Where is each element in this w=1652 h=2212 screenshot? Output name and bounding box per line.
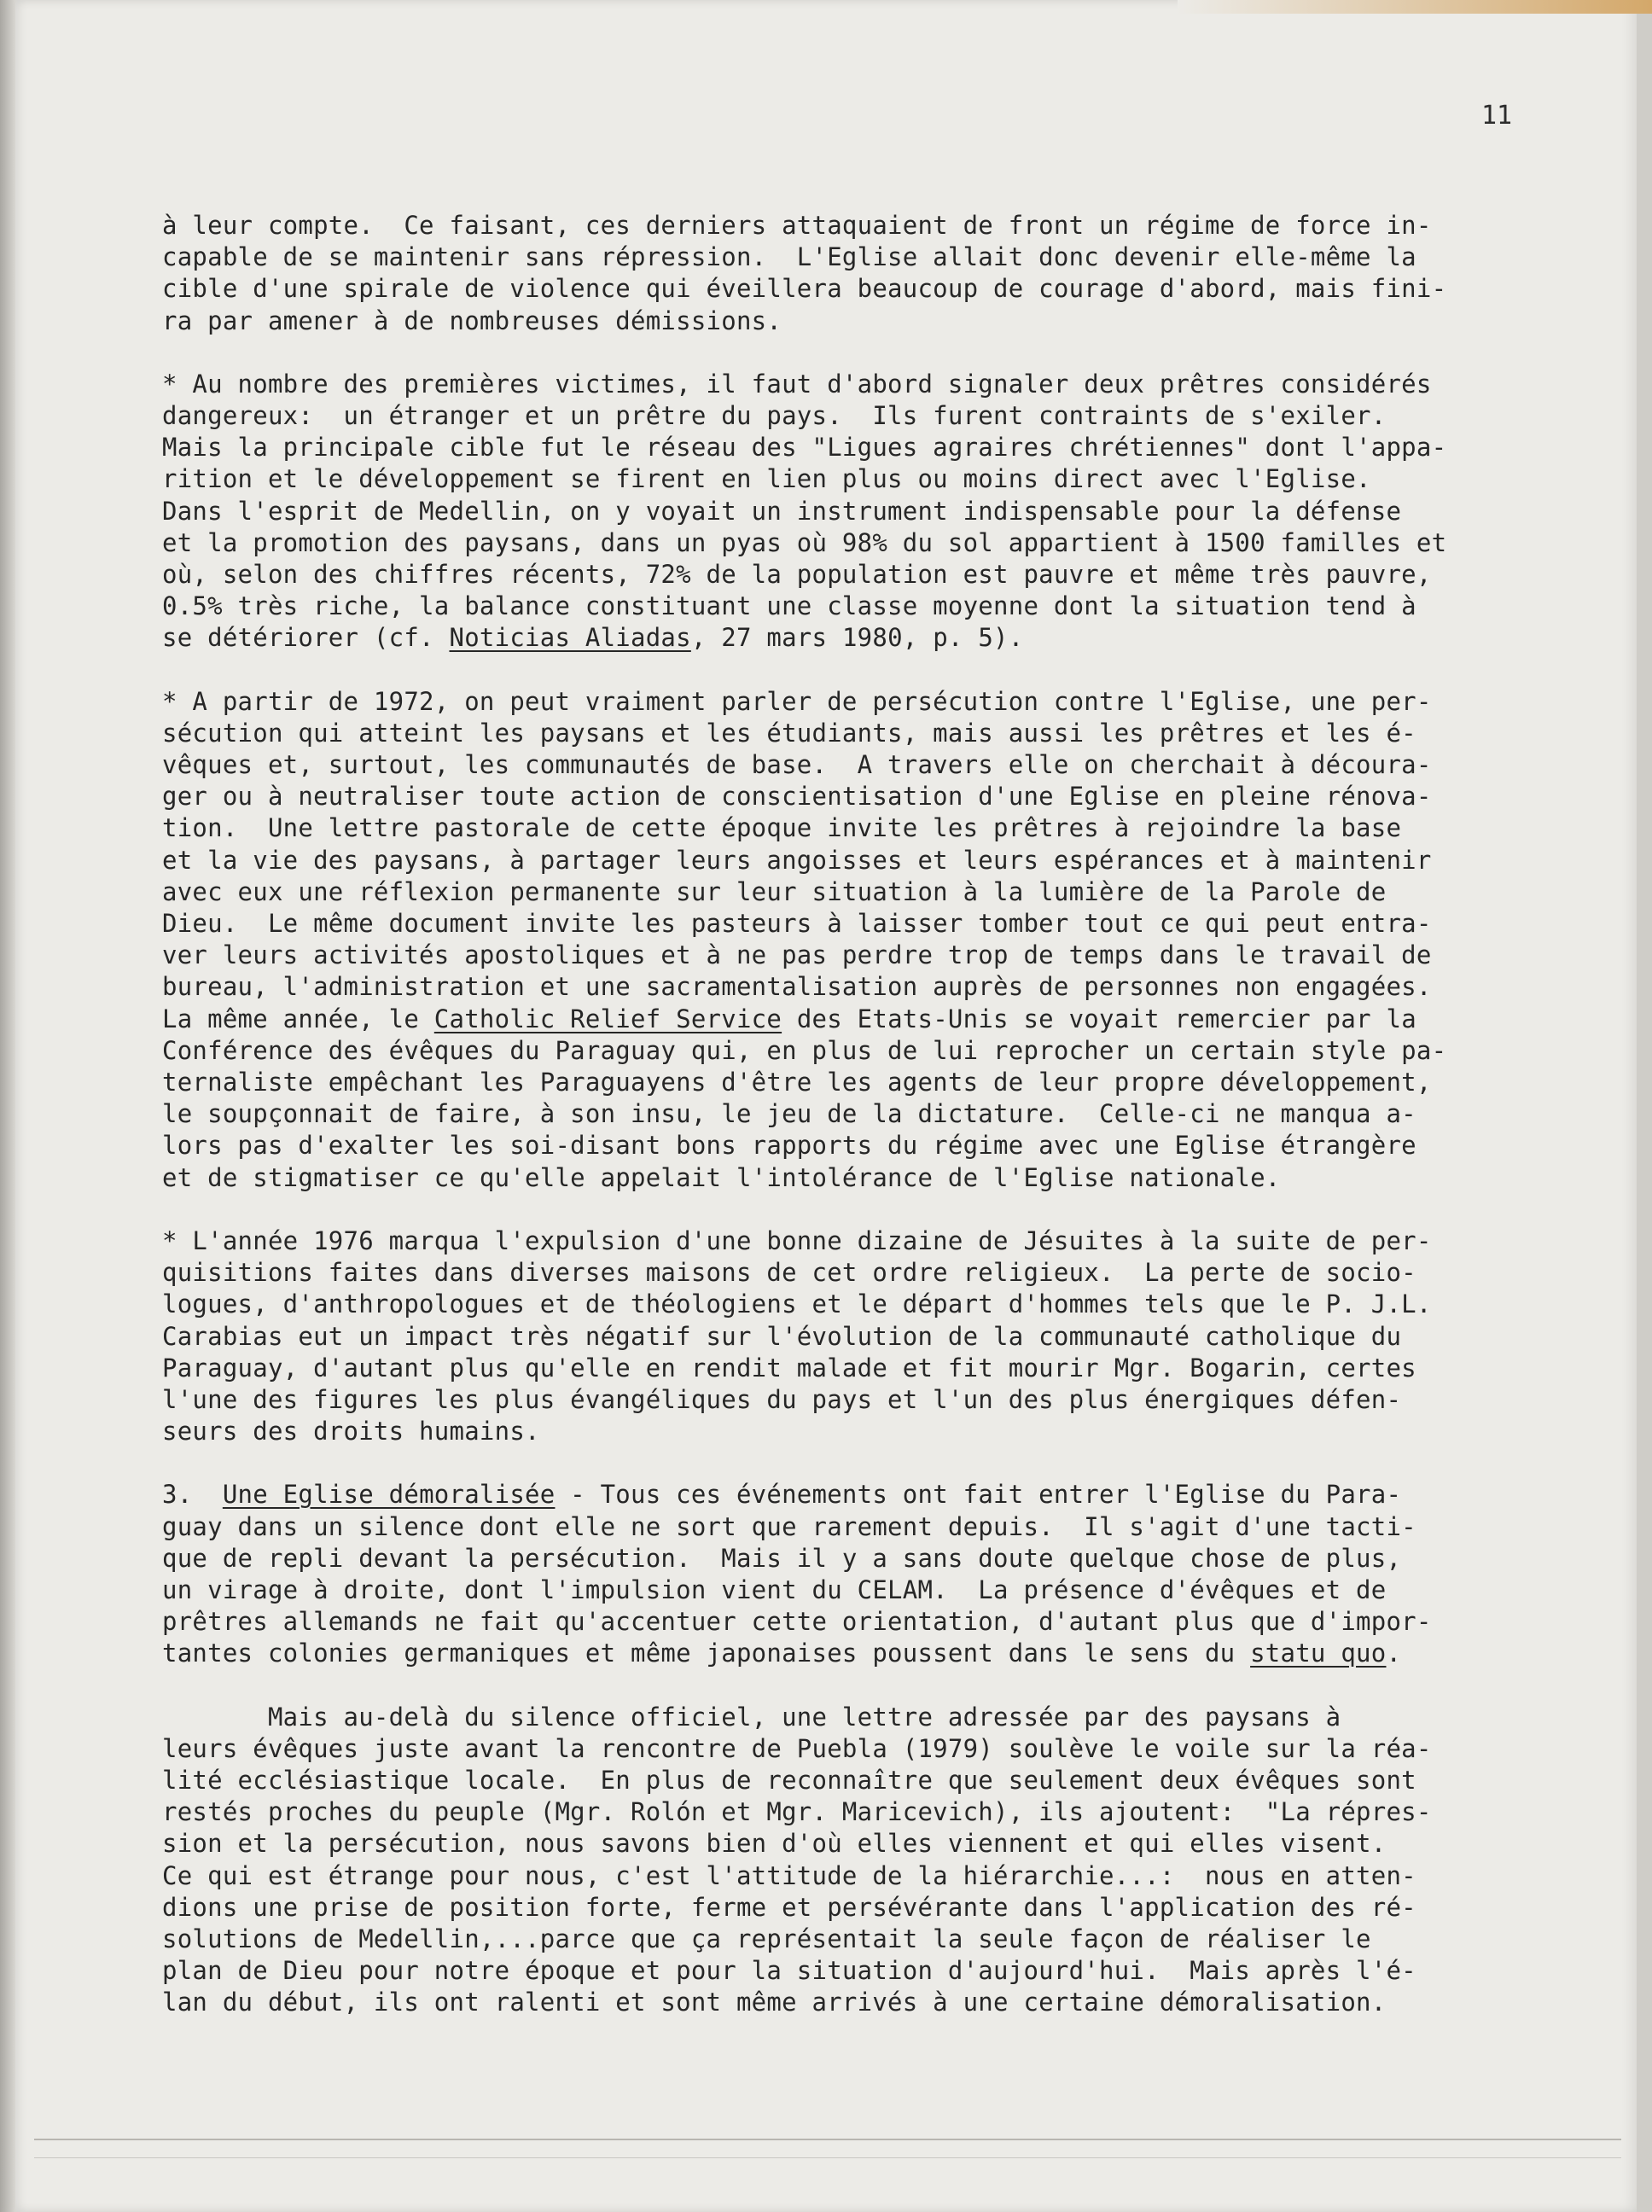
text-line — [162, 1004, 1493, 1035]
document-body — [162, 210, 1493, 2019]
organization-name: Catholic Relief Service — [433, 1004, 782, 1033]
text-line: ger ou à neutraliser toute action de conscientisation d'une Eglise en pleine rénova- — [162, 782, 1432, 812]
text-line: à leur compte. Ce faisant, ces derniers attaquaient de front un régime de force in- — [162, 211, 1432, 240]
text-line: où, selon des chiffres récents, 72% de la population est pauvre et même très pauvre, — [162, 560, 1432, 590]
text-line — [162, 1479, 1493, 1511]
paragraph-2 — [162, 369, 1493, 655]
text-line: lors pas d'exalter les soi-disant bons rapports du régime avec une Eglise étrangère — [162, 1131, 1416, 1161]
paragraph-5 — [162, 1479, 1493, 1669]
text-line: guay dans un silence dont elle ne sort que rarement depuis. Il s'agit d'une tacti- — [162, 1511, 1416, 1541]
text-line: lité ecclésiastique locale. En plus de reconnaître que seulement deux évêques sont — [162, 1765, 1416, 1795]
text-line: lan du début, ils ont ralenti et sont même arrivés à une certaine démoralisation. — [162, 1988, 1387, 2017]
text-line: leurs évêques juste avant la rencontre de Puebla (1979) soulève le voile sur la réa- — [162, 1733, 1432, 1763]
page-edge-line — [34, 2139, 1621, 2140]
text-line: Dans l'esprit de Medellin, on y voyait un instrument indispensable pour la défense — [162, 496, 1402, 526]
page-number: 11 — [1481, 101, 1513, 131]
text-segment: La même année, le — [162, 1004, 434, 1033]
text-segment: se détériorer (cf. — [162, 623, 450, 653]
text-line: Paraguay, d'autant plus qu'elle en rendit malade et fit mourir Mgr. Bogarin, certes — [162, 1353, 1416, 1382]
text-line: tion. Une lettre pastorale de cette époque invite les prêtres à rejoindre la base — [162, 813, 1402, 843]
text-line: quisitions faites dans diverses maisons de cet ordre religieux. La perte de socio- — [162, 1258, 1416, 1288]
text-line: capable de se maintenir sans répression. L'Eglise allait donc devenir elle-même la — [162, 242, 1416, 272]
paragraph-4 — [162, 1225, 1493, 1447]
text-line: Ce qui est étrange pour nous, c'est l'attitude de la hiérarchie...: nous en atten- — [162, 1860, 1416, 1890]
text-line: dangereux: un étranger et un prêtre du pays. Ils furent contraints de s'exiler. — [162, 401, 1387, 431]
latin-phrase: statu quo — [1250, 1639, 1387, 1668]
text-segment: tantes colonies germaniques et même japonaises poussent dans le sens du — [162, 1639, 1251, 1668]
text-line: Mais au-delà du silence officiel, une lettre adressée par des paysans à — [162, 1702, 1341, 1732]
text-segment: . — [1386, 1639, 1402, 1668]
text-line: dions une prise de position forte, ferme et persévérante dans l'application des ré- — [162, 1892, 1416, 1922]
text-segment: - Tous ces événements ont fait entrer l'Eglise du Para- — [555, 1480, 1402, 1510]
section-number: 3. — [162, 1480, 223, 1510]
page-left-shadow — [0, 0, 15, 2212]
text-segment: , 27 mars 1980, p. 5). — [690, 623, 1024, 653]
text-line: seurs des droits humains. — [162, 1417, 540, 1447]
text-line: * L'année 1976 marqua l'expulsion d'une bonne dizaine de Jésuites à la suite de per- — [162, 1225, 1432, 1255]
text-line: Conférence des évêques du Paraguay qui, en plus de lui reprocher un certain style pa- — [162, 1035, 1447, 1065]
text-line: * A partir de 1972, on peut vraiment parler de persécution contre l'Eglise, une per- — [162, 686, 1432, 716]
text-segment: des Etats-Unis se voyait remercier par la — [782, 1004, 1416, 1033]
text-line: et de stigmatiser ce qu'elle appelait l'intolérance de l'Eglise nationale. — [162, 1162, 1281, 1192]
text-line: sion et la persécution, nous savons bien d'où elles viennent et qui elles visent. — [162, 1829, 1387, 1859]
paragraph-1 — [162, 210, 1493, 337]
text-line: bureau, l'administration et une sacramentalisation auprès de personnes non engagées. — [162, 972, 1432, 1002]
text-line: ra par amener à de nombreuses démissions. — [162, 306, 782, 335]
text-line: logues, d'anthropologues et de théologiens et le départ d'hommes tels que le P. J.L. — [162, 1289, 1432, 1319]
text-line — [162, 622, 1493, 654]
text-line: vêques et, surtout, les communautés de base. A travers elle on cherchait à découra- — [162, 750, 1432, 780]
paragraph-6 — [162, 1702, 1493, 2019]
text-line: * Au nombre des premières victimes, il faut d'abord signaler deux prêtres considérés — [162, 369, 1432, 399]
text-line: cible d'une spirale de violence qui éveillera beaucoup de courage d'abord, mais fini- — [162, 274, 1447, 304]
text-line: Mais la principale cible fut le réseau des "Ligues agraires chrétiennes" dont l'appa- — [162, 433, 1447, 463]
text-line: plan de Dieu pour notre époque et pour la situation d'aujourd'hui. Mais après l'é- — [162, 1956, 1416, 1986]
text-line: 0.5% très riche, la balance constituant une classe moyenne dont la situation tend à — [162, 591, 1416, 621]
text-line: restés proches du peuple (Mgr. Rolón et Mgr. Maricevich), ils ajoutent: "La répres- — [162, 1797, 1432, 1827]
text-line — [162, 1638, 1493, 1669]
text-line: et la promotion des paysans, dans un pyas où 98% du sol appartient à 1500 familles et — [162, 527, 1447, 557]
text-line: le soupçonnait de faire, à son insu, le jeu de la dictature. Celle-ci ne manqua a- — [162, 1099, 1416, 1129]
top-edge-stripe — [1178, 0, 1652, 14]
citation-title: Noticias Aliadas — [449, 623, 691, 653]
text-line: que de repli devant la persécution. Mais il y a sans doute quelque chose de plus, — [162, 1543, 1402, 1573]
section-heading: Une Eglise démoralisée — [222, 1480, 556, 1510]
text-line: et la vie des paysans, à partager leurs angoisses et leurs espérances et à maintenir — [162, 845, 1432, 875]
text-line: ver leurs activités apostoliques et à ne pas perdre trop de temps dans le travail de — [162, 940, 1432, 970]
text-line: solutions de Medellin,...parce que ça représentait la seule façon de réaliser le — [162, 1924, 1371, 1953]
text-line: avec eux une réflexion permanente sur leur situation à la lumière de la Parole de — [162, 876, 1387, 906]
text-line: sécution qui atteint les paysans et les étudiants, mais aussi les prêtres et les é- — [162, 718, 1416, 748]
text-line: ternaliste empêchant les Paraguayens d'être les agents de leur propre développement, — [162, 1068, 1432, 1097]
text-line: Carabias eut un impact très négatif sur l'évolution de la communauté catholique du — [162, 1321, 1402, 1351]
text-line: prêtres allemands ne fait qu'accentuer cette orientation, d'autant plus que d'impor- — [162, 1607, 1432, 1637]
text-line: l'une des figures les plus évangéliques du pays et l'un des plus énergiques défen- — [162, 1384, 1402, 1414]
text-line: un virage à droite, dont l'impulsion vient du CELAM. La présence d'évêques et de — [162, 1575, 1387, 1604]
paragraph-3 — [162, 686, 1493, 1194]
text-line: Dieu. Le même document invite les pasteurs à laisser tomber tout ce qui peut entra- — [162, 909, 1432, 939]
page-edge-line — [34, 2157, 1621, 2158]
text-line: rition et le développement se firent en lien plus ou moins direct avec l'Eglise. — [162, 464, 1371, 494]
